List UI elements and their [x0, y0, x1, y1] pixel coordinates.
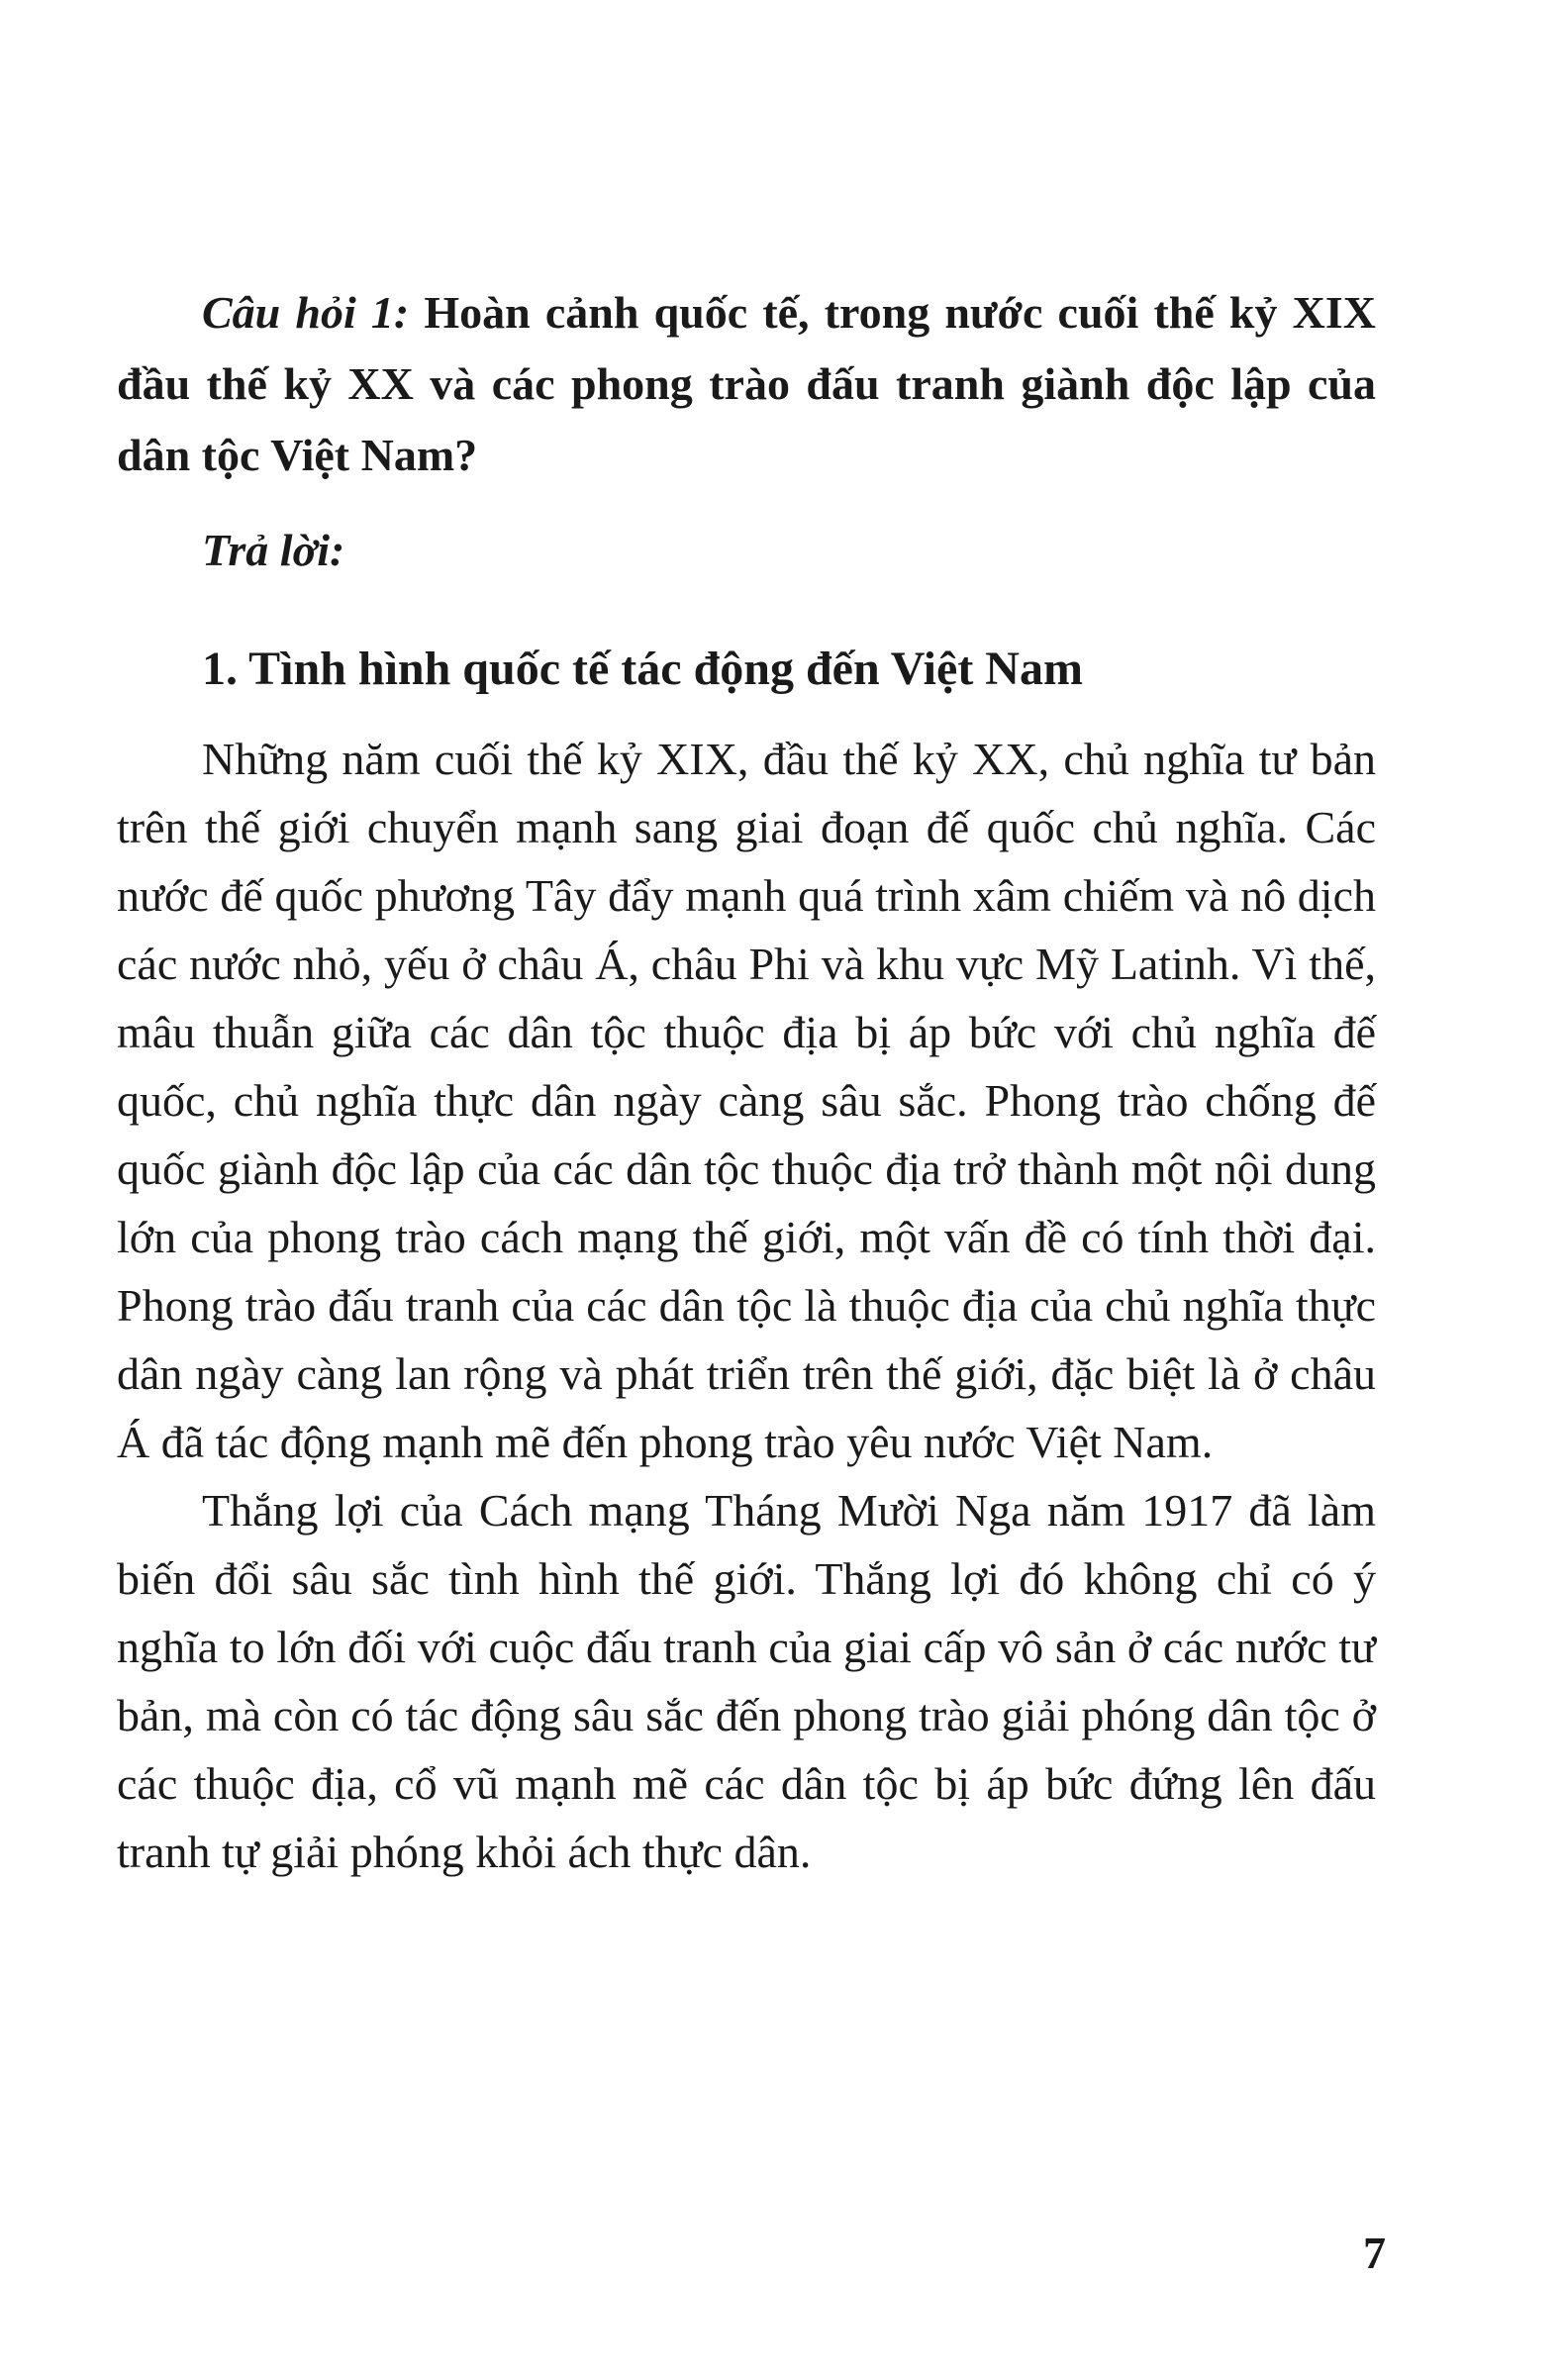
page-number: 7 — [1363, 2228, 1386, 2278]
answer-label: Trả lời: — [202, 525, 345, 575]
section-body — [117, 725, 1376, 1886]
paragraph: Thắng lợi của Cách mạng Tháng Mười Nga năm 1917 đã làm biến đổi sâu sắc tình hình thế giới. Thắng lợi đó không chỉ có ý nghĩa to lớn đối với cuộc đấu tranh của giai cấp vô sản ở các nước tư bản, mà còn có tác động sâu sắc đến phong trào giải phóng dân tộc ở các thuộc địa, cổ vũ mạnh mẽ các dân tộc bị áp bức đứng lên đấu tranh tự giải phóng khỏi ách thực dân. — [117, 1485, 1376, 1877]
question-label: Câu hỏi 1: — [202, 287, 410, 338]
question-block — [117, 277, 1376, 491]
section-heading: 1. Tình hình quốc tế tác động đến Việt Nam — [202, 643, 1083, 695]
paragraph: Những năm cuối thế kỷ XIX, đầu thế kỷ XX, chủ nghĩa tư bản trên thế giới chuyển mạnh sang giai đoạn đế quốc chủ nghĩa. Các nước đế quốc phương Tây đẩy mạnh quá trình xâm chiếm và nô dịch các nước nhỏ, yếu ở châu Á, châu Phi và khu vực Mỹ Latinh. Vì thế, mâu thuẫn giữa các dân tộc thuộc địa bị áp bức với chủ nghĩa đế quốc, chủ nghĩa thực dân ngày càng sâu sắc. Phong trào chống đế quốc giành độc lập của các dân tộc thuộc địa trở thành một nội dung lớn của phong trào cách mạng thế giới, một vấn đề có tính thời đại. Phong trào đấu tranh của các dân tộc là thuộc địa của chủ nghĩa thực dân ngày càng lan rộng và phát triển trên thế giới, đặc biệt là ở châu Á đã tác động mạnh mẽ đến phong trào yêu nước Việt Nam. — [117, 734, 1376, 1467]
question-text: Hoàn cảnh quốc tế, trong nước cuối thế kỷ XIX đầu thế kỷ XX và các phong trào đấu tranh giành độc lập của dân tộc Việt Nam? — [117, 287, 1376, 480]
